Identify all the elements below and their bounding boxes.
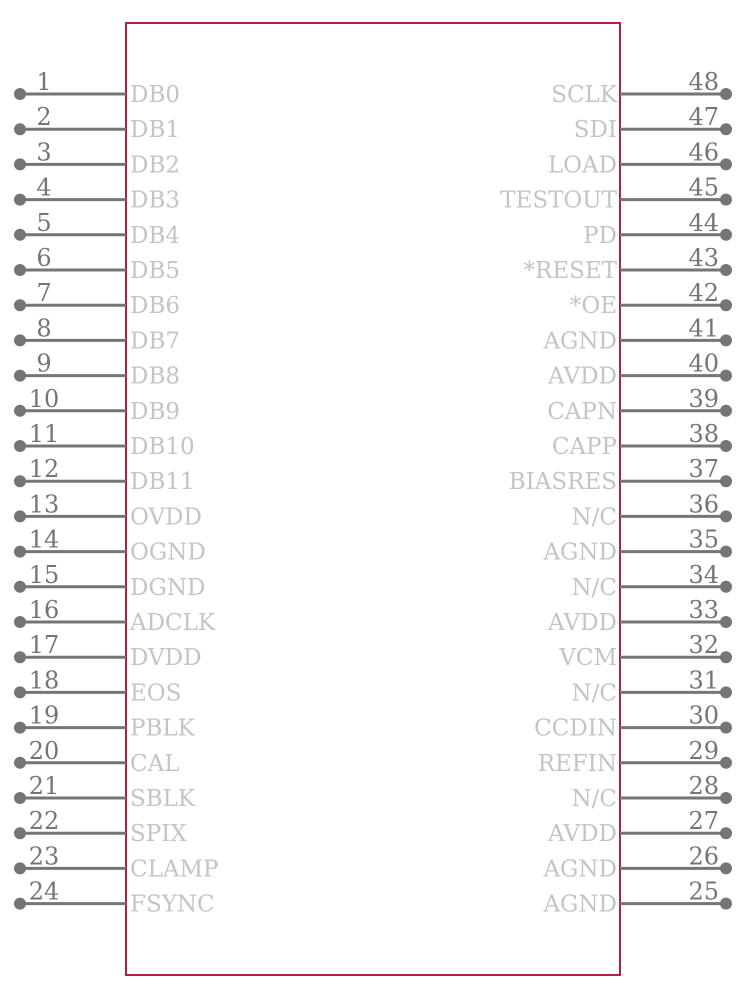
- pin-number: 6: [36, 244, 52, 272]
- pin-number: 20: [28, 736, 60, 765]
- pin-endpoint: [14, 264, 26, 276]
- pin-endpoint: [720, 264, 732, 276]
- pin-42: [570, 279, 732, 319]
- pin-41: [542, 314, 732, 354]
- pin-number: 29: [688, 736, 719, 765]
- pin-name: DVDD: [130, 645, 202, 672]
- pin-number: 24: [28, 877, 60, 906]
- pin-number: 21: [28, 772, 60, 800]
- pin-endpoint: [14, 158, 26, 170]
- pin-name: CCDIN: [534, 715, 617, 742]
- pin-number: 19: [28, 701, 60, 730]
- pin-15: [14, 561, 205, 601]
- pin-endpoint: [14, 510, 26, 522]
- pin-name: DB5: [130, 258, 180, 284]
- pin-number: 43: [688, 244, 719, 272]
- pin-name: DB10: [130, 434, 195, 460]
- pin-number: 9: [36, 349, 52, 378]
- pin-name: AGND: [543, 539, 617, 566]
- pin-endpoint: [720, 229, 732, 241]
- pin-13: [14, 490, 202, 530]
- pin-number: 5: [36, 208, 52, 237]
- pin-name: CLAMP: [130, 856, 219, 883]
- pin-endpoint: [14, 651, 26, 663]
- pin-24: [14, 878, 215, 918]
- pin-endpoint: [14, 123, 26, 135]
- pin-endpoint: [720, 299, 732, 311]
- pin-36: [572, 490, 732, 530]
- pin-11: [14, 420, 195, 460]
- pin-endpoint: [720, 158, 732, 170]
- pin-endpoint: [720, 827, 732, 839]
- pin-9: [14, 350, 180, 390]
- pin-number: 36: [688, 490, 719, 519]
- pin-name: DB2: [130, 152, 180, 179]
- pin-45: [500, 174, 732, 214]
- pin-name: DGND: [130, 574, 206, 601]
- pin-endpoint: [14, 88, 26, 100]
- pin-name: DB3: [130, 187, 180, 214]
- pin-number: 27: [688, 807, 719, 836]
- pin-number: 38: [688, 420, 719, 448]
- pin-endpoint: [14, 440, 26, 452]
- pin-name: EOS: [130, 680, 182, 707]
- pin-endpoint: [720, 123, 732, 135]
- pin-7: [14, 279, 180, 319]
- left-pin-column: [14, 68, 219, 918]
- pin-30: [534, 702, 732, 742]
- pin-46: [548, 138, 732, 178]
- pin-name: DB0: [130, 82, 180, 108]
- pin-endpoint: [14, 405, 26, 417]
- pin-number: 28: [688, 772, 719, 800]
- pin-number: 44: [688, 208, 719, 237]
- pin-number: 23: [28, 842, 60, 871]
- pin-name: SDI: [573, 117, 617, 144]
- pin-6: [14, 244, 180, 284]
- pin-endpoint: [720, 616, 732, 628]
- pin-39: [547, 385, 732, 425]
- pin-endpoint: [14, 194, 26, 206]
- ic-body: [126, 23, 620, 975]
- pin-number: 45: [688, 173, 719, 202]
- pin-number: 10: [28, 384, 60, 413]
- pin-31: [572, 666, 732, 706]
- pin-number: 7: [36, 279, 52, 308]
- pin-43: [524, 244, 733, 284]
- pin-number: 18: [28, 666, 60, 695]
- pin-21: [14, 772, 196, 812]
- pin-endpoint: [14, 581, 26, 593]
- pin-name: CAPP: [551, 434, 617, 460]
- pin-number: 30: [688, 701, 719, 730]
- pin-name: DB8: [130, 363, 180, 390]
- pin-35: [542, 526, 732, 566]
- pin-endpoint: [720, 440, 732, 452]
- pin-endpoint: [720, 722, 732, 734]
- pin-number: 26: [688, 842, 719, 871]
- pin-endpoint: [720, 194, 732, 206]
- pin-endpoint: [14, 898, 26, 910]
- pin-27: [547, 807, 732, 847]
- pin-endpoint: [720, 475, 732, 487]
- pin-name: VCM: [559, 645, 617, 672]
- pin-number: 14: [28, 525, 60, 554]
- pin-name: CAL: [130, 750, 180, 777]
- pin-endpoint: [14, 757, 26, 769]
- pin-number: 41: [688, 314, 719, 343]
- pin-endpoint: [720, 546, 732, 558]
- pin-19: [14, 702, 196, 742]
- pin-name: AGND: [543, 328, 617, 355]
- pin-16: [14, 596, 216, 636]
- pin-number: 35: [688, 525, 719, 554]
- pin-endpoint: [14, 229, 26, 241]
- pin-20: [14, 737, 179, 777]
- pin-number: 39: [688, 384, 719, 413]
- pin-name: SBLK: [130, 786, 196, 812]
- pin-number: 13: [28, 490, 60, 519]
- pin-26: [542, 842, 732, 882]
- pin-number: 15: [28, 560, 60, 589]
- pin-name: *OE: [569, 293, 617, 320]
- pin-12: [14, 455, 195, 495]
- pin-name: TESTOUT: [500, 187, 617, 214]
- pin-number: 34: [688, 560, 719, 589]
- pin-23: [14, 842, 219, 882]
- pin-endpoint: [720, 405, 732, 417]
- pin-44: [583, 209, 732, 249]
- pin-endpoint: [720, 792, 732, 804]
- pin-29: [538, 737, 732, 777]
- pin-number: 42: [688, 279, 719, 308]
- pin-22: [14, 807, 187, 847]
- pin-name: N/C: [571, 680, 617, 707]
- pin-number: 1: [36, 68, 52, 96]
- pin-name: N/C: [571, 504, 617, 531]
- pin-endpoint: [720, 862, 732, 874]
- pin-number: 12: [28, 455, 60, 484]
- pin-endpoint: [14, 334, 26, 346]
- pin-number: 33: [688, 596, 719, 624]
- pin-number: 32: [688, 631, 719, 660]
- pin-endpoint: [14, 686, 26, 698]
- pin-number: 48: [688, 68, 719, 96]
- pin-48: [551, 68, 732, 108]
- pin-25: [542, 878, 732, 918]
- pin-number: 8: [36, 314, 52, 343]
- pin-endpoint: [720, 651, 732, 663]
- pin-1: [14, 68, 180, 108]
- pin-name: DB9: [130, 398, 180, 425]
- pin-3: [14, 138, 180, 178]
- pin-14: [14, 526, 206, 566]
- pin-endpoint: [720, 581, 732, 593]
- pin-number: 40: [688, 349, 719, 378]
- pin-endpoint: [720, 898, 732, 910]
- pin-endpoint: [14, 299, 26, 311]
- pin-name: AGND: [543, 891, 617, 918]
- pin-endpoint: [14, 827, 26, 839]
- pin-number: 31: [688, 666, 719, 695]
- pin-name: DB1: [130, 117, 180, 144]
- pin-28: [572, 772, 732, 812]
- pin-number: 17: [28, 631, 60, 660]
- pin-34: [572, 561, 732, 601]
- pin-name: SCLK: [551, 82, 617, 108]
- pin-17: [14, 631, 202, 671]
- pin-endpoint: [720, 370, 732, 382]
- pin-endpoint: [14, 370, 26, 382]
- pin-name: REFIN: [537, 750, 617, 777]
- pin-endpoint: [14, 792, 26, 804]
- pin-name: OVDD: [130, 504, 202, 531]
- pin-name: AVDD: [548, 821, 617, 848]
- pin-number: 4: [36, 173, 52, 202]
- pin-name: CAPN: [547, 398, 617, 425]
- pin-name: N/C: [571, 786, 617, 812]
- pin-endpoint: [720, 334, 732, 346]
- pin-endpoint: [14, 862, 26, 874]
- pin-name: OGND: [130, 539, 206, 566]
- pin-number: 2: [36, 103, 52, 132]
- pin-number: 22: [28, 807, 60, 836]
- pin-name: DB4: [130, 222, 180, 249]
- pin-33: [547, 596, 732, 636]
- pin-endpoint: [14, 722, 26, 734]
- pin-number: 16: [28, 596, 60, 624]
- pin-number: 25: [688, 877, 719, 906]
- pin-name: N/C: [571, 574, 617, 601]
- pin-18: [14, 666, 181, 706]
- pin-name: LOAD: [547, 152, 617, 179]
- pin-number: 47: [688, 103, 719, 132]
- pin-number: 37: [688, 455, 719, 484]
- pin-name: FSYNC: [130, 891, 215, 918]
- pin-name: AGND: [543, 856, 617, 883]
- pin-name: AVDD: [548, 610, 617, 636]
- pin-2: [14, 103, 180, 143]
- pin-5: [14, 209, 180, 249]
- pin-name: DB7: [130, 328, 180, 355]
- pin-name: BIASRES: [508, 469, 617, 496]
- pin-name: PD: [583, 222, 617, 249]
- pin-8: [14, 314, 180, 354]
- pin-name: DB11: [130, 469, 195, 496]
- pin-endpoint: [720, 510, 732, 522]
- pin-number: 11: [28, 420, 60, 448]
- pin-40: [547, 350, 732, 390]
- pin-47: [574, 103, 732, 143]
- pin-name: AVDD: [548, 363, 617, 390]
- pin-endpoint: [14, 616, 26, 628]
- pin-38: [552, 420, 732, 460]
- pin-name: PBLK: [130, 715, 195, 742]
- pin-number: 46: [688, 138, 719, 167]
- pin-endpoint: [14, 475, 26, 487]
- pin-name: DB6: [130, 293, 180, 320]
- pin-name: ADCLK: [130, 610, 216, 636]
- pin-endpoint: [720, 757, 732, 769]
- pin-4: [14, 174, 180, 214]
- pin-endpoint: [720, 88, 732, 100]
- pin-endpoint: [720, 686, 732, 698]
- pin-number: 3: [36, 138, 52, 167]
- pin-endpoint: [14, 546, 26, 558]
- pin-10: [14, 385, 180, 425]
- pin-32: [558, 631, 732, 671]
- pin-name: *RESET: [523, 258, 617, 284]
- pin-name: SPIX: [130, 821, 187, 848]
- right-pin-column: [500, 68, 732, 918]
